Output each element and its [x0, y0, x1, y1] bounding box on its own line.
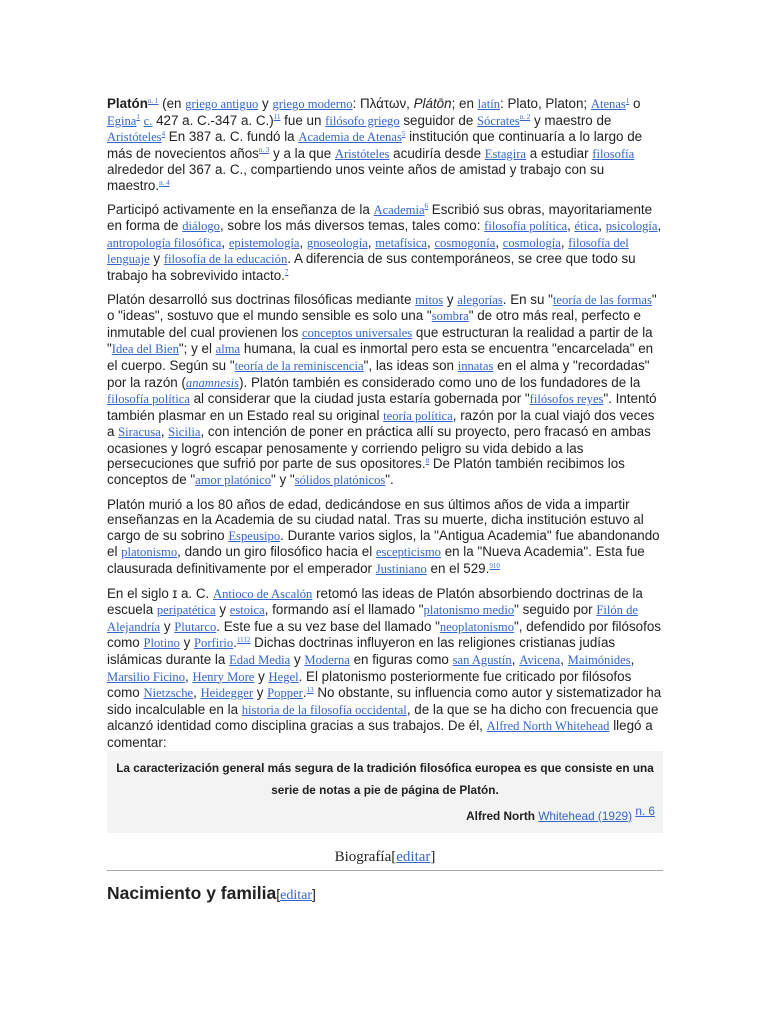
link-maimonides[interactable]: Maimónides — [567, 653, 631, 667]
ref-link[interactable]: 6 — [424, 202, 429, 211]
paragraph-death: Platón murió a los 80 años de edad, dedicándose en sus últimos años de vida a impartir enseñanzas en la Academia de su ciudad natal. Tras su muerte, dicha institución estuvo al cargo de su sobrino Espeusipo. Durante varios siglos, la "Antigua Academia" fue abandonando el platonismo, dando un giro filosófico hacia el escepticismo en la "Nueva Academia". Esta fue clausurada definitivamente por el emperador Justiniano en el 529.$^{910}$ — [107, 496, 660, 577]
link-academia-atenas[interactable]: Academia de Atenas — [298, 130, 402, 145]
link-moderna[interactable]: Moderna — [304, 653, 350, 667]
ref-link[interactable]: 5 — [401, 129, 406, 138]
ref-link[interactable]: 1 — [625, 96, 630, 105]
link-atenas[interactable]: Atenas — [590, 97, 626, 111]
link-alegorias[interactable]: alegorías — [457, 292, 503, 307]
link-nietzsche[interactable]: Nietzsche — [143, 686, 194, 701]
note-link[interactable]: n. 2 — [519, 113, 531, 122]
link-antioco[interactable]: Antioco de Ascalón — [213, 586, 313, 601]
link-circa[interactable]: c. — [143, 113, 153, 128]
link-filosofia-politica[interactable]: filosofía política — [484, 219, 568, 234]
ref-link[interactable]: 13 — [306, 685, 314, 694]
link-hegel[interactable]: Hegel — [268, 669, 299, 684]
link-escepticismo[interactable]: escepticismo — [375, 545, 441, 560]
section-heading-nacimiento: Nacimiento y familia[editar] — [107, 882, 316, 903]
link-antropologia-filosofica[interactable]: antropología filosófica — [107, 235, 222, 250]
link-academia[interactable]: Academia — [373, 202, 425, 217]
link-cosmologia[interactable]: cosmología — [502, 235, 561, 250]
link-dialogo[interactable]: diálogo — [182, 219, 220, 234]
link-plutarco[interactable]: Plutarco — [174, 619, 217, 634]
link-platonismo[interactable]: platonismo — [121, 545, 178, 560]
link-popper[interactable]: Popper — [267, 686, 303, 701]
link-socrates[interactable]: Sócrates — [477, 113, 520, 128]
link-idea-bien[interactable]: Idea del Bien — [111, 342, 179, 357]
section-heading-biografia: Biografía[editar] — [107, 849, 663, 871]
link-latin[interactable]: latín — [477, 97, 501, 111]
link-amor-platonico[interactable]: amor platónico — [195, 473, 272, 488]
note-link[interactable]: n. 4 — [159, 178, 170, 187]
link-griego-moderno[interactable]: griego moderno — [272, 97, 353, 111]
link-justiniano[interactable]: Justiniano — [375, 562, 427, 577]
link-henry-more[interactable]: Henry More — [192, 669, 255, 684]
link-heidegger[interactable]: Heidegger — [200, 686, 254, 701]
link-peripatetica[interactable]: peripatética — [156, 603, 216, 618]
link-mitos[interactable]: mitos — [415, 292, 444, 307]
ref-link[interactable]: 8 — [425, 457, 430, 465]
link-ficino[interactable]: Marsilio Ficino — [107, 669, 186, 684]
link-espeusipo[interactable]: Espeusipo — [228, 528, 281, 543]
link-conceptos-universales[interactable]: conceptos universales — [302, 325, 413, 340]
link-epistemologia[interactable]: epistemología — [228, 235, 300, 250]
article-body — [107, 96, 663, 904]
italic-name: Plátōn — [413, 96, 452, 111]
quote-text: La caracterización general más segura de la tradición filosófica europea es que consiste en una serie de notas a pie de página de Platón. — [116, 760, 654, 797]
ref-link[interactable]: 1 — [136, 113, 140, 122]
link-platonismo-medio[interactable]: platonismo medio — [423, 603, 515, 618]
link-filosofia[interactable]: filosofía — [592, 146, 635, 161]
link-whitehead[interactable]: Alfred North Whitehead — [486, 719, 610, 734]
link-san-agustin[interactable]: san Agustín — [452, 653, 512, 667]
link-whitehead-1929[interactable]: Whitehead (1929) — [538, 808, 633, 823]
quote-source: Alfred North Whitehead (1929) $^{n. 6}$ — [466, 803, 655, 823]
link-estoica[interactable]: estoica — [229, 603, 265, 618]
link-teoria-formas[interactable]: teoría de las formas — [552, 292, 652, 307]
link-historia-filosofia[interactable]: historia de la filosofía occidental — [241, 702, 407, 717]
ref-link[interactable]: 11 — [273, 113, 281, 122]
link-solidos-platonicos[interactable]: sólidos platónicos — [294, 473, 386, 488]
link-sicilia[interactable]: Sicilia — [168, 425, 201, 440]
link-anamnesis[interactable]: anamnesis — [185, 375, 240, 390]
link-sombra[interactable]: sombra — [431, 309, 469, 324]
link-cosmogonia[interactable]: cosmogonía — [434, 235, 496, 250]
link-etica[interactable]: ética — [574, 219, 599, 234]
link-teoria-reminiscencia[interactable]: teoría de la reminiscencia — [234, 358, 364, 373]
note-link[interactable]: n. 6 — [635, 803, 655, 818]
link-filosofos-reyes[interactable]: filósofos reyes — [529, 392, 604, 407]
paragraph-legacy: En el siglo ɪ a. C. Antioco de Ascalón retomó las ideas de Platón absorbiendo doctrinas de la escuela peripatética y estoica, formando así el llamado "platonismo medio" seguido por Filón de Alejandría y Plutarco. Este fue a su vez base del llamado "neoplatonismo", defendido por filósofos como Plotino y Porfirio.$^{1112}$ Dichas doctrinas influyeron en las religiones cristianas judías islámicas durante la Edad Media y Moderna en figuras como san Agustín, Avicena, Maimónides, Marsilio Ficino, Henry More y Hegel. El platonismo posteriormente fue criticado por filósofos como Nietzsche, Heidegger y Popper.$^{13}$ No obstante, su influencia como autor y sistematizador ha sido incalculable en la historia de la filosofía occidental, de la que se ha dicho con frecuencia que alcanzó identidad como disciplina gracias a sus trabajos. De él, Alfred North Whitehead llegó a comentar: — [107, 585, 662, 750]
link-innatas[interactable]: innatas — [457, 358, 494, 373]
blockquote — [107, 751, 663, 833]
ref-link[interactable]: 910 — [489, 561, 500, 570]
link-porfirio[interactable]: Porfirio — [194, 636, 234, 651]
link-metafisica[interactable]: metafísica — [375, 235, 427, 250]
link-filosofia-politica[interactable]: filosofía política — [107, 392, 190, 407]
link-psicologia[interactable]: psicología — [605, 219, 658, 234]
edit-section-link[interactable]: editar — [280, 887, 312, 903]
link-avicena[interactable]: Avicena — [519, 653, 561, 667]
link-aristoteles[interactable]: Aristóteles — [334, 146, 390, 161]
link-griego-antiguo[interactable]: griego antiguo — [185, 97, 259, 111]
intro-paragraph: Platón$^{n. 1}$ (en griego antiguo y griego moderno: Πλάτων, Plátōn; en latín: Plato, Platon; Atenas$^1$ o Egina$^1$ c. 427 a. C.-347 a. C.)$^{11}$ fue un filósofo griego seguidor de Sócrates$^{n. 2}$ y maestro de Aristóteles$^4$ En 387 a. C. fundó la Academia de Atenas$^5$ institución que continuaría a lo largo de más de novecientos años$^{n. 3}$ y a la que Aristóteles acudiría desde Estagira a estudiar filosofía alrededor del 367 a. C., compartiendo unos veinte años de amistad y trabajo con su maestro.$^{n. 4}$ — [107, 96, 643, 193]
ref-link[interactable]: 1112 — [236, 635, 251, 644]
paragraph-works: Participó activamente en la enseñanza de la Academia$^6$ Escribió sus obras, mayoritariamente en forma de diálogo, sobre los más diversos temas, tales como: filosofía política, ética, psicología, antropología filosófica, epistemología, gnoseología, metafísica, cosmogonía, cosmología, filosofía del lenguaje y filosofía de la educación. A diferencia de sus contemporáneos, se cree que todo su trabajo ha sobrevivido intacto.$^7$ — [107, 201, 662, 283]
ref-link[interactable]: 4 — [161, 129, 166, 138]
article-subject: Platón — [107, 96, 148, 111]
link-filosofia-lenguaje[interactable]: filosofía del lenguaje — [107, 235, 629, 267]
paragraph-doctrines: Platón desarrolló sus doctrinas filosóficas mediante mitos y alegorías. En su "teoría de las formas" o "ideas", sostuvo que el mundo sensible es solo una "sombra" de otro más real, perfecto e inmutable del cual provienen los conceptos universales que estructuran la realidad a partir de la "Idea del Bien"; y el alma humana, la cual es inmortal pero esta se encuentra "encarcelada" en el cuerpo. Según su "teoría de la reminiscencia", las ideas son innatas en el alma y "recordadas" por la razón (anamnesis). Platón también es considerado como uno de los fundadores de la filosofía política al considerar que la ciudad justa estaría gobernada por "filósofos reyes". Intentó también plasmar en un Estado real su original teoría política, razón por la cual viajó dos veces a Siracusa, Sicilia, con intención de poner en práctica allí su proyecto, pero fracasó en ambas ocasiones y logró escapar penosamente y corriendo peligro su vida debido a las persecuciones que sufrió por parte de sus opositores.$^8$ De Platón también recibimos los conceptos de "amor platónico" y "sólidos platónicos". — [107, 291, 657, 488]
link-teoria-politica[interactable]: teoría política — [383, 408, 453, 423]
link-edad-media[interactable]: Edad Media — [229, 653, 291, 667]
note-link[interactable]: n. 1 — [147, 96, 159, 105]
note-link[interactable]: n. 3 — [258, 146, 270, 155]
link-gnoseologia[interactable]: gnoseología — [306, 235, 368, 250]
link-alma[interactable]: alma — [215, 342, 241, 357]
link-filon[interactable]: Filón de Alejandría — [107, 603, 638, 634]
link-filosofo-griego[interactable]: filósofo griego — [325, 113, 400, 128]
link-neoplatonismo[interactable]: neoplatonismo — [439, 619, 515, 634]
link-aristoteles[interactable]: Aristóteles — [107, 130, 162, 145]
link-estagira[interactable]: Estagira — [484, 146, 527, 161]
link-siracusa[interactable]: Siracusa — [118, 425, 161, 440]
link-filosofia-educacion[interactable]: filosofía de la educación — [163, 252, 288, 267]
edit-section-link[interactable]: editar — [396, 848, 431, 865]
link-plotino[interactable]: Plotino — [143, 636, 180, 651]
link-egina[interactable]: Egina — [107, 113, 137, 128]
ref-link[interactable]: 7 — [284, 268, 289, 277]
